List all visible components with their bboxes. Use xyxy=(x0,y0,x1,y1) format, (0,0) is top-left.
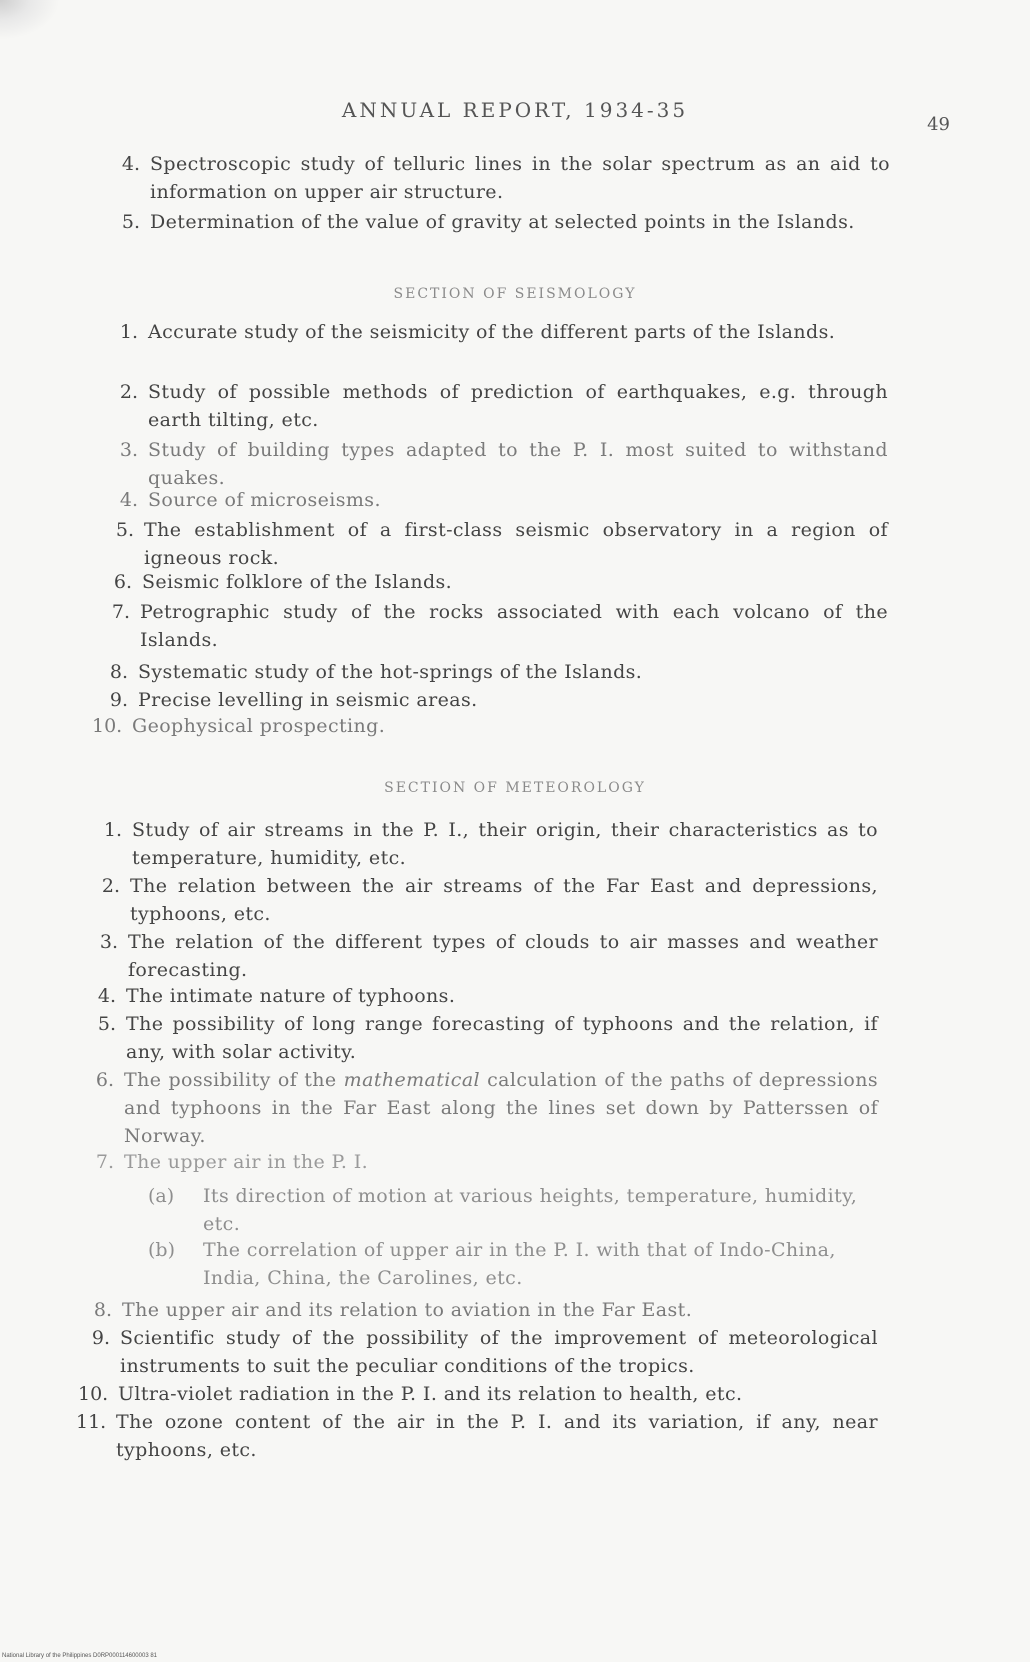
item-text: The relation between the air streams of the Far East and depressions, typhoons, etc. xyxy=(130,875,878,925)
item-text: Systematic study of the hot-springs of the Islands. xyxy=(138,661,643,683)
item-number: 3. xyxy=(99,931,118,953)
item-number: 8. xyxy=(93,1299,112,1321)
list-item xyxy=(98,686,888,714)
item-text: Determination of the value of gravity at selected points in the Islands. xyxy=(150,211,855,233)
item-text: The ozone content of the air in the P. I. and its variation, if any, near typhoons, etc. xyxy=(116,1411,878,1461)
item-number: 5. xyxy=(97,1013,116,1035)
scan-footer: National Library of the Philippines D0RP000114600003 81 xyxy=(2,1653,157,1659)
list-item xyxy=(86,982,878,1010)
list-item xyxy=(110,208,890,236)
list-item xyxy=(98,658,888,686)
item-text-italic: mathematical xyxy=(343,1069,481,1091)
item-text: Scientific study of the possibility of the improvement of meteorological instruments to suit the peculiar conditions of the tropics. xyxy=(120,1327,878,1377)
subitem-text: The correlation of upper air in the P. I. with that of Indo-China, India, China, the Carolines, etc. xyxy=(203,1239,836,1289)
subitem-letter: (a) xyxy=(148,1185,175,1207)
item-number: 6. xyxy=(95,1069,114,1091)
item-text: Source of microseisms. xyxy=(148,489,381,511)
item-text: Spectroscopic study of telluric lines in the solar spectrum as an aid to information on upper air structure. xyxy=(150,153,890,203)
item-text: Accurate study of the seismicity of the different parts of the Islands. xyxy=(148,321,836,343)
item-text: Precise levelling in seismic areas. xyxy=(138,689,478,711)
item-text-part: The possibility of the xyxy=(124,1069,344,1091)
running-head: ANNUAL REPORT, 1934-35 xyxy=(341,98,689,122)
list-item xyxy=(80,1324,878,1380)
list-item xyxy=(102,568,888,596)
item-number: 8. xyxy=(109,661,128,683)
item-number: 9. xyxy=(91,1327,110,1349)
section-heading-meteorology: SECTION OF METEOROLOGY xyxy=(384,780,646,796)
item-text: Seismic folklore of the Islands. xyxy=(142,571,453,593)
list-item xyxy=(92,712,888,740)
item-number: 10. xyxy=(78,1383,109,1405)
item-number: 4. xyxy=(119,489,138,511)
item-text: Study of air streams in the P. I., their origin, their characteristics as to temperature, humidity, etc. xyxy=(132,819,878,869)
item-number: 4. xyxy=(97,985,116,1007)
list-item xyxy=(104,516,888,572)
subitem-text: Its direction of motion at various heights, temperature, humidity, etc. xyxy=(203,1185,858,1235)
item-number: 5. xyxy=(115,519,134,541)
item-number: 5. xyxy=(121,211,140,233)
sub-list-item xyxy=(148,1182,878,1238)
item-text: The relation of the different types of clouds to air masses and weather forecasting. xyxy=(128,931,878,981)
item-text: The establishment of a first-class seismic observatory in a region of igneous rock. xyxy=(144,519,888,569)
sub-list-item xyxy=(148,1236,878,1292)
list-item xyxy=(86,1010,878,1066)
item-number: 10. xyxy=(92,715,123,737)
item-number: 1. xyxy=(103,819,122,841)
list-item xyxy=(108,436,888,492)
item-number: 7. xyxy=(95,1151,114,1173)
item-text: The upper air and its relation to aviation in the Far East. xyxy=(122,1299,693,1321)
item-text: Geophysical prospecting. xyxy=(132,715,386,737)
list-item xyxy=(84,1066,878,1150)
item-number: 2. xyxy=(101,875,120,897)
list-item xyxy=(100,598,888,654)
item-number: 2. xyxy=(119,381,138,403)
list-item xyxy=(76,1408,878,1464)
list-item xyxy=(90,872,878,928)
section-heading-seismology: SECTION OF SEISMOLOGY xyxy=(393,286,637,302)
item-text: Petrographic study of the rocks associated with each volcano of the Islands. xyxy=(140,601,888,651)
item-text: Ultra-violet radiation in the P. I. and its relation to health, etc. xyxy=(118,1383,743,1405)
subitem-letter: (b) xyxy=(148,1239,175,1261)
list-item xyxy=(108,378,888,434)
item-text-part: calculation of the paths of depressions and typhoons in the Far East along the lines set down by Patterssen of Norway. xyxy=(124,1069,878,1147)
list-item xyxy=(92,816,878,872)
item-number: 9. xyxy=(109,689,128,711)
item-number: 6. xyxy=(113,571,132,593)
list-item xyxy=(88,928,878,984)
list-item xyxy=(84,1148,878,1176)
item-text: The intimate nature of typhoons. xyxy=(126,985,456,1007)
list-item xyxy=(110,150,890,206)
list-item xyxy=(108,486,888,514)
list-item xyxy=(78,1380,878,1408)
item-number: 1. xyxy=(119,321,138,343)
item-text: Study of possible methods of prediction of earthquakes, e.g. through earth tilting, etc. xyxy=(148,381,888,431)
list-item xyxy=(82,1296,878,1324)
item-text: Study of building types adapted to the P. I. most suited to withstand quakes. xyxy=(148,439,888,489)
item-number: 11. xyxy=(76,1411,107,1433)
page-number: 49 xyxy=(927,114,950,135)
item-text xyxy=(124,1066,878,1150)
item-number: 7. xyxy=(111,601,130,623)
item-number: 3. xyxy=(119,439,138,461)
list-item xyxy=(108,318,888,346)
item-text: The possibility of long range forecasting of typhoons and the relation, if any, with solar activity. xyxy=(126,1013,878,1063)
item-text: The upper air in the P. I. xyxy=(124,1151,369,1173)
item-number: 4. xyxy=(121,153,140,175)
